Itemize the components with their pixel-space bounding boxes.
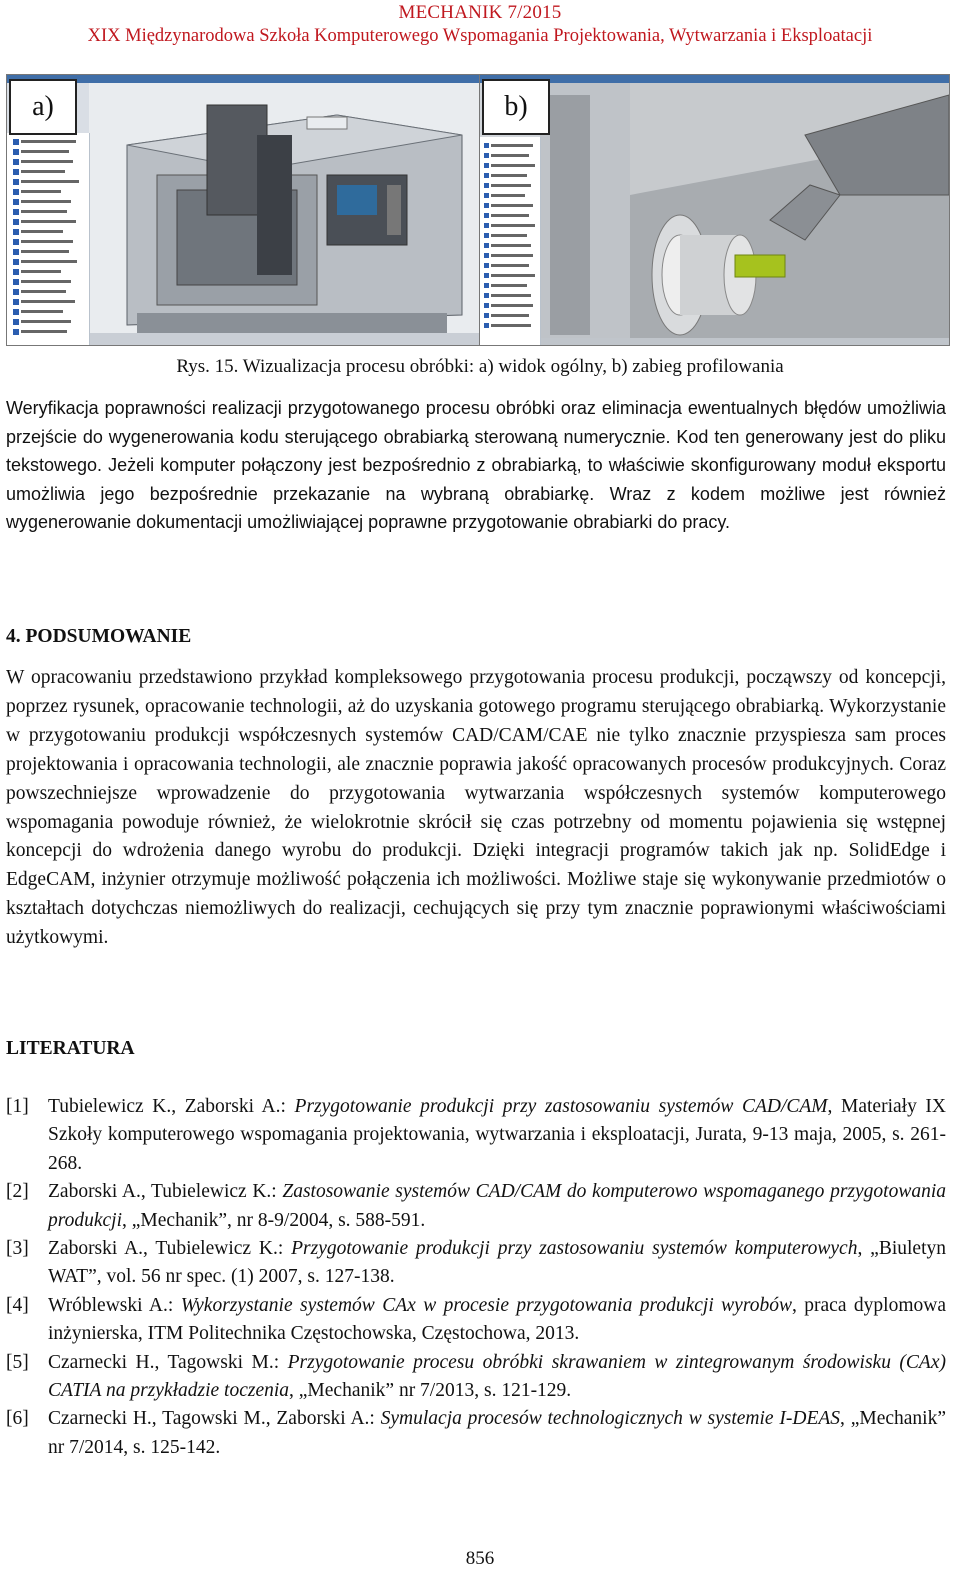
paragraph-summary: W opracowaniu przedstawiono przykład kompleksowego przygotowania procesu produkcji, począwszy od koncepcji, poprzez rysunek, opracowanie technologii, aż do uzyskania gotowego programu sterującego obrabiarką. Wykorzystanie w przygotowaniu produkcji współczesnych systemów CAD/CAM/CAE nie tylko znacznie przyspiesza sam proces projektowania i opracowania technologii, ale znacznie poprawia jakość opracowanych procesów produkcyjnych. Coraz powszechniejsze wprowadzenie do przygotowania wytwarzania współczesnych systemów komputerowego wspomagania powoduje również, że wielokrotnie skrócił się czas potrzebny od momentu pojawienia się wstępnej koncepcji do wdrożenia danego wyrobu do produkcji. Dzięki integracji programów takich jak np. SolidEdge i EdgeCAM, inżynier otrzymuje możliwość połączenia ich możliwości. Możliwe staje się wykonywanie przedmiotów o kształtach dotychczas niemożliwych do realizacji, cechujących się przy tym znacznie poprawionymi właściwościami użytkowymi. bbox=[6, 667, 946, 949]
cad-profiling-view-image bbox=[480, 75, 949, 345]
reference-list bbox=[6, 1093, 946, 1462]
reference-authors: Czarnecki H., Tagowski M.: bbox=[48, 1351, 288, 1373]
reference-number: [4] bbox=[6, 1294, 29, 1316]
reference-title: Symulacja procesów technologicznych w systemie I-DEAS bbox=[380, 1408, 841, 1430]
figure-a-screenshot bbox=[6, 74, 481, 346]
reference-item bbox=[6, 1292, 946, 1349]
reference-title: Wykorzystanie systemów CAx w procesie przygotowania produkcji wyrobów bbox=[180, 1294, 792, 1316]
reference-details: , „Mechanik”, nr 8-9/2004, s. 588-591. bbox=[122, 1209, 426, 1231]
page-number: 856 bbox=[465, 1548, 495, 1569]
operation-tree-panel[interactable] bbox=[480, 137, 541, 345]
reference-item bbox=[6, 1235, 946, 1292]
reference-item bbox=[6, 1178, 946, 1235]
reference-authors: Zaborski A., Tubielewicz K.: bbox=[48, 1181, 283, 1203]
reference-authors: Tubielewicz K., Zaborski A.: bbox=[48, 1096, 295, 1117]
journal-header: MECHANIK 7/2015 bbox=[398, 2, 562, 23]
reference-number: [2] bbox=[6, 1181, 29, 1203]
reference-number: [5] bbox=[6, 1351, 29, 1373]
reference-number: [3] bbox=[6, 1238, 29, 1260]
reference-details: , „Mechanik” nr 7/2014, s. 125-142. bbox=[48, 1408, 946, 1458]
figure-caption: Rys. 15. Wizualizacja procesu obróbki: a) widok ogólny, b) zabieg profilowania bbox=[176, 356, 784, 377]
conference-header: XIX Międzynarodowa Szkoła Komputerowego Wspomagania Projektowania, Wytwarzania i Eksploatacji bbox=[87, 26, 873, 46]
reference-item bbox=[6, 1093, 946, 1178]
reference-authors: Wróblewski A.: bbox=[48, 1294, 181, 1316]
figure-label-b: b) bbox=[482, 79, 550, 135]
figure-b-screenshot bbox=[479, 74, 950, 346]
section-heading-literature: LITERATURA bbox=[6, 1038, 135, 1059]
reference-details: , praca dyplomowa inżynierska, ITM Politechnika Częstochowska, Częstochowa, 2013. bbox=[48, 1294, 946, 1345]
reference-title: Przygotowanie produkcji przy zastosowaniu systemów CAD/CAM bbox=[294, 1096, 828, 1117]
reference-title: Przygotowanie procesu obróbki skrawaniem w zintegrowanym środowisku (CAx) CATIA na przykładzie toczenia bbox=[48, 1351, 946, 1402]
reference-number: [1] bbox=[6, 1096, 29, 1117]
reference-item bbox=[6, 1405, 946, 1462]
reference-details: , „Mechanik” nr 7/2013, s. 121-129. bbox=[289, 1380, 572, 1402]
feature-tree-panel[interactable] bbox=[7, 133, 90, 345]
reference-item bbox=[6, 1349, 946, 1406]
reference-authors: Zaborski A., Tubielewicz K.: bbox=[48, 1238, 292, 1260]
reference-details: , Materiały IX Szkoły komputerowego wspomagania projektowania, wytwarzania i eksploatacji, Jurata, 9-13 maja, 2005, s. 261-268. bbox=[48, 1096, 946, 1174]
paragraph-verification: Weryfikacja poprawności realizacji przygotowanego procesu obróbki oraz eliminacja ewentualnych błędów umożliwia przejście do wygenerowania kodu sterującego obrabiarką sterowaną numerycznie. Kod ten generowany jest do pliku tekstowego. Jeżeli komputer połączony jest bezpośrednio z obrabiarką, to właściwie skonfigurowany moduł eksportu umożliwia jego bezpośrednie przekazanie na wybraną obrabiarkę. Wraz z kodem możliwe jest również wygenerowanie dokumentacji umożliwiającej poprawne przygotowanie obrabiarki do pracy. bbox=[6, 398, 946, 533]
reference-title: Zastosowanie systemów CAD/CAM do komputerowo wspomaganego przygotowania produkcji bbox=[48, 1181, 947, 1231]
reference-title: Przygotowanie produkcji przy zastosowaniu systemów komputerowych bbox=[291, 1238, 858, 1260]
reference-details: , „Biuletyn WAT”, vol. 56 nr spec. (1) 2007, s. 127-138. bbox=[48, 1238, 946, 1288]
reference-number: [6] bbox=[6, 1408, 29, 1430]
section-heading-summary: 4. PODSUMOWANIE bbox=[6, 626, 192, 647]
figure-label-a: a) bbox=[9, 79, 77, 135]
reference-authors: Czarnecki H., Tagowski M., Zaborski A.: bbox=[48, 1408, 381, 1430]
